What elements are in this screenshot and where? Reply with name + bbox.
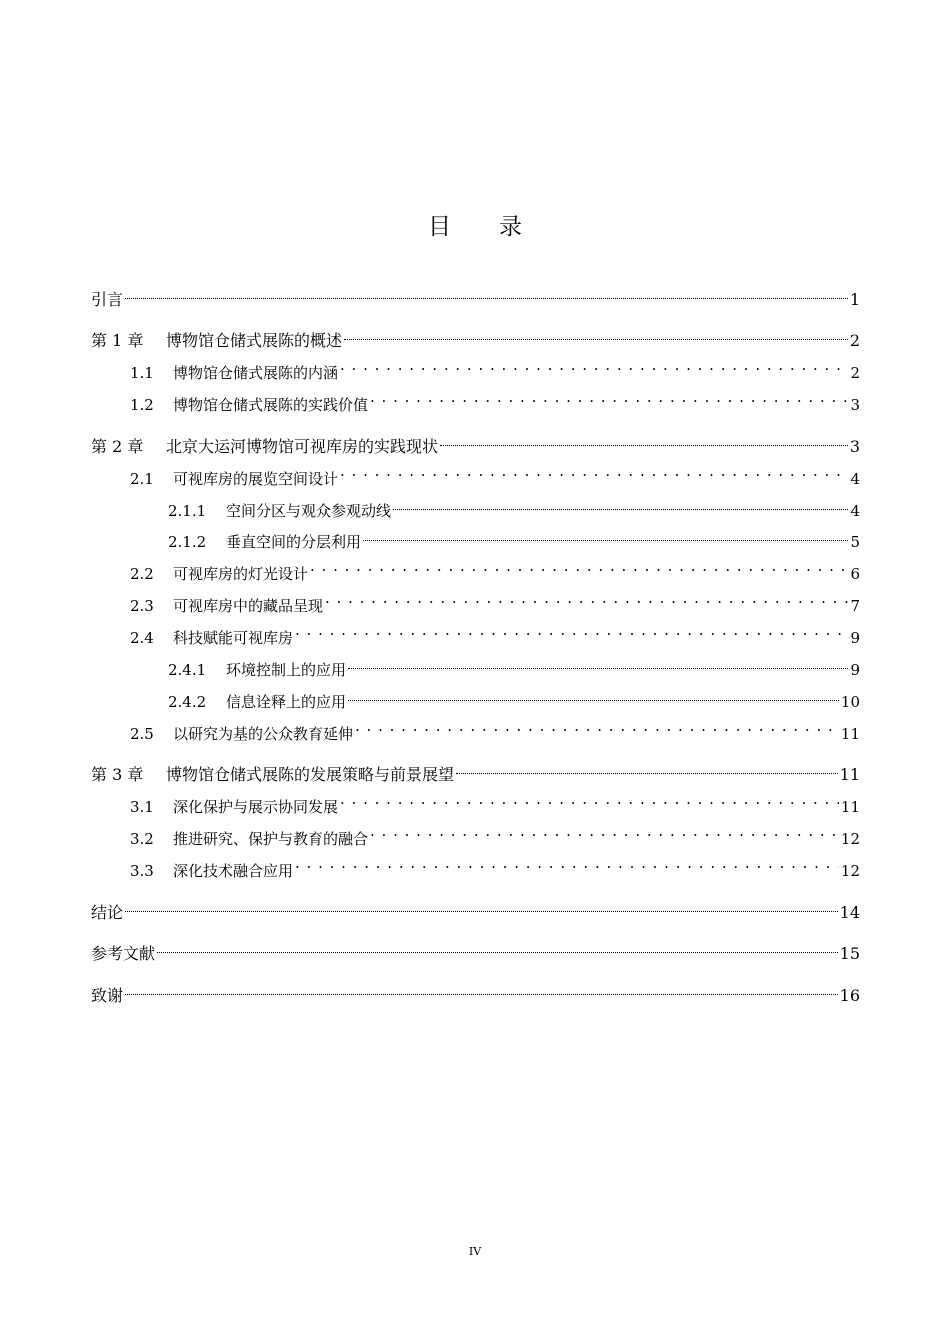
toc-entry-number: 2.4 (130, 629, 154, 647)
toc-entry-acknowledgements[interactable] (0, 975, 950, 1005)
toc-entry-title: 科技赋能可视库房 (173, 629, 294, 647)
toc-entry-subsection-2-1-2[interactable] (0, 521, 950, 551)
toc-entry-page: 4 (850, 502, 860, 520)
dot-leader (125, 279, 848, 305)
dot-leader (456, 754, 838, 780)
toc-entry-chapter-2[interactable] (0, 426, 950, 456)
toc-entry-page: 1 (849, 290, 860, 309)
toc-entry-page: 15 (839, 944, 860, 963)
toc-entry-title: 推进研究、保护与教育的融合 (173, 830, 369, 848)
toc-entry-title: 致谢 (91, 986, 124, 1005)
toc-entry-title: 环境控制上的应用 (226, 661, 347, 679)
toc-entry-chapter-3[interactable] (0, 754, 950, 784)
toc-entry-page: 10 (840, 693, 860, 711)
dot-leader (310, 553, 848, 579)
toc-entry-section-3-1[interactable] (0, 786, 950, 816)
dot-leader (125, 975, 838, 1001)
toc-entry-number: 3.2 (130, 830, 154, 848)
page-title-char-1: 目 (428, 214, 451, 240)
toc-entry-title: 结论 (91, 903, 124, 922)
toc-entry-page: 7 (850, 597, 860, 615)
toc-entry-number: 第 2 章 (91, 437, 144, 456)
toc-entry-page: 11 (840, 798, 860, 816)
toc-entry-title: 可视库房的展览空间设计 (173, 470, 339, 488)
dot-leader (363, 521, 848, 547)
toc-entry-page: 2 (850, 364, 860, 382)
dot-leader (440, 426, 848, 452)
dot-leader (340, 458, 848, 484)
toc-entry-number: 2.4.1 (168, 661, 207, 679)
toc-entry-page: 9 (850, 661, 860, 679)
toc-entry-title: 以研究为基的公众教育延伸 (173, 725, 354, 743)
toc-entry-title: 博物馆仓储式展陈的内涵 (173, 364, 339, 382)
toc-entry-section-2-1[interactable] (0, 458, 950, 488)
dot-leader (370, 818, 839, 844)
toc-entry-page: 14 (839, 903, 860, 922)
toc-entry-number: 3.1 (130, 798, 154, 816)
toc-entry-title: 可视库房中的藏品呈现 (173, 597, 324, 615)
toc-entry-page: 12 (840, 862, 860, 880)
dot-leader (340, 786, 839, 812)
toc-entry-references[interactable] (0, 933, 950, 963)
toc-entry-section-2-4[interactable] (0, 617, 950, 647)
toc-entry-number: 2.1.2 (168, 533, 207, 551)
toc-entry-page: 11 (839, 765, 860, 784)
toc-entry-number: 2.4.2 (168, 693, 207, 711)
toc-entry-title: 引言 (91, 290, 124, 309)
toc-entry-title: 博物馆仓储式展陈的发展策略与前景展望 (166, 765, 455, 784)
page-title-char-2: 录 (499, 214, 522, 240)
toc-entry-title: 可视库房的灯光设计 (173, 565, 309, 583)
toc-entry-number: 第 1 章 (91, 331, 144, 350)
toc-entry-title: 空间分区与观众参观动线 (226, 502, 392, 520)
dot-leader (157, 933, 838, 959)
toc-entry-title: 博物馆仓储式展陈的概述 (166, 331, 343, 350)
toc-entry-title: 北京大运河博物馆可视库房的实践现状 (166, 437, 439, 456)
toc-entry-number: 2.5 (130, 725, 154, 743)
toc-entry-page: 12 (840, 830, 860, 848)
toc-entry-number: 2.3 (130, 597, 154, 615)
toc-entry-conclusion[interactable] (0, 892, 950, 922)
toc-entry-page: 9 (850, 629, 860, 647)
dot-leader (370, 384, 848, 410)
toc-entry-section-3-3[interactable] (0, 850, 950, 880)
toc-entry-page: 6 (850, 565, 860, 583)
dot-leader (125, 892, 838, 918)
toc-entry-page: 11 (840, 725, 860, 743)
toc-entry-chapter-1[interactable] (0, 320, 950, 350)
toc-entry-page: 5 (850, 533, 860, 551)
toc-entry-subsection-2-1-1[interactable] (0, 490, 950, 520)
toc-entry-page: 3 (850, 396, 860, 414)
toc-entry-page: 16 (839, 986, 860, 1005)
toc-entry-title: 垂直空间的分层利用 (226, 533, 362, 551)
toc-entry-number: 2.2 (130, 565, 154, 583)
toc-entry-title: 深化保护与展示协同发展 (173, 798, 339, 816)
toc-entry-title: 博物馆仓储式展陈的实践价值 (173, 396, 369, 414)
dot-leader (348, 681, 839, 707)
toc-entry-number: 2.1 (130, 470, 154, 488)
page-number: IV (468, 1245, 482, 1258)
toc-entry-number: 第 3 章 (91, 765, 144, 784)
toc-entry-subsection-2-4-2[interactable] (0, 681, 950, 711)
dot-leader (295, 850, 839, 876)
toc-entry-page: 2 (849, 331, 860, 350)
toc-entry-section-1-1[interactable] (0, 352, 950, 382)
toc-entry-number: 1.2 (130, 396, 154, 414)
toc-entry-intro[interactable] (0, 279, 950, 309)
toc-entry-title: 深化技术融合应用 (173, 862, 294, 880)
dot-leader (355, 713, 839, 739)
toc-entry-page: 3 (849, 437, 860, 456)
toc-entry-number: 2.1.1 (168, 502, 207, 520)
toc-entry-subsection-2-4-1[interactable] (0, 649, 950, 679)
dot-leader (344, 320, 848, 346)
dot-leader (295, 617, 848, 643)
toc-entry-section-1-2[interactable] (0, 384, 950, 414)
toc-entry-number: 3.3 (130, 862, 154, 880)
toc-entry-number: 1.1 (130, 364, 154, 382)
toc-entry-section-2-5[interactable] (0, 713, 950, 743)
toc-entry-page: 4 (850, 470, 860, 488)
dot-leader (393, 490, 848, 516)
page-title (0, 211, 950, 243)
toc-entry-title: 参考文献 (91, 944, 156, 963)
dot-leader (340, 352, 848, 378)
toc-entry-section-2-2[interactable] (0, 553, 950, 583)
toc-entry-section-2-3[interactable] (0, 585, 950, 615)
toc-entry-section-3-2[interactable] (0, 818, 950, 848)
dot-leader (325, 585, 848, 611)
toc-entry-title: 信息诠释上的应用 (226, 693, 347, 711)
dot-leader (348, 649, 848, 675)
